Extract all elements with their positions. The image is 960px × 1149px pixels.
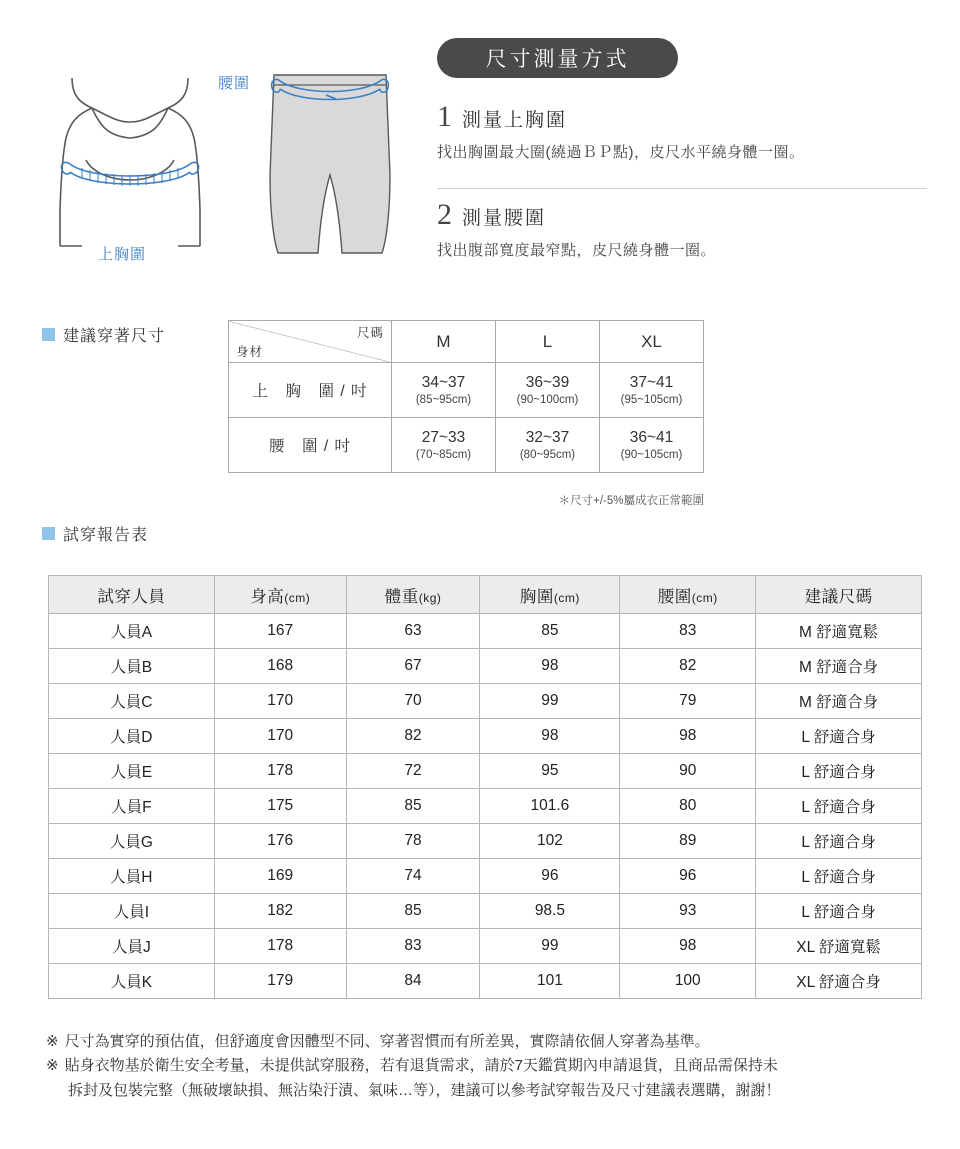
waist-l-cm: (80~95cm) [519,448,576,461]
cell-tester: 人員D [49,719,215,754]
cell-size: L 舒適合身 [756,894,922,929]
header-chest: 胸圍(cm) [480,576,620,614]
report-section-heading [42,522,148,545]
cell-weight: 70 [346,684,480,719]
cell-height: 170 [214,719,346,754]
bust-m-inch: 34~37 [421,374,466,392]
row-label-waist: 腰 圍 / 吋 [229,418,392,473]
cell-tester: 人員J [49,929,215,964]
measurement-illustration-area [0,0,960,290]
footnotes [46,1030,926,1103]
step-2-number: 2 [437,198,452,231]
cell-height: 182 [214,894,346,929]
step-divider [437,188,927,189]
cell-height: 168 [214,649,346,684]
cell-weight: 63 [346,614,480,649]
cell-size: L 舒適合身 [756,754,922,789]
cell-height: 178 [214,754,346,789]
size-section-title: 建議穿著尺寸 [63,328,166,345]
table-row [49,824,922,859]
table-row [49,649,922,684]
cell-chest: 98 [480,719,620,754]
cell-tester: 人員A [49,614,215,649]
cell-size: M 舒適合身 [756,649,922,684]
cell-tester: 人員K [49,964,215,999]
cell-height: 167 [214,614,346,649]
torso-diagram-icon [30,60,230,260]
header-recommended-size: 建議尺碼 [756,576,922,614]
cell-chest: 99 [480,929,620,964]
cell-size: L 舒適合身 [756,824,922,859]
cell-height: 169 [214,859,346,894]
cell-chest: 95 [480,754,620,789]
step-2-description: 找出腹部寬度最窄點，皮尺繞身體一圈。 [437,242,717,259]
cell-chest: 101 [480,964,620,999]
table-row [49,859,922,894]
corner-size-label: 尺碼 [356,326,384,340]
square-bullet-icon [42,328,55,341]
cell-tester: 人員E [49,754,215,789]
cell-weight: 67 [346,649,480,684]
bust-xl-cell [600,363,704,418]
table-row [49,894,922,929]
footnote-1 [46,1030,926,1054]
size-tolerance-note: ＊尺寸+/-5%屬成衣正常範圍 [558,495,704,507]
cell-weight: 83 [346,929,480,964]
waist-l-inch: 32~37 [525,429,570,447]
table-row [49,789,922,824]
cell-chest: 99 [480,684,620,719]
cell-chest: 96 [480,859,620,894]
bust-m-cell [392,363,496,418]
footnote-2 [46,1054,926,1078]
cell-waist: 80 [620,789,756,824]
cell-size: M 舒適合身 [756,684,922,719]
cell-size: L 舒適合身 [756,789,922,824]
cell-tester: 人員C [49,684,215,719]
cell-waist: 90 [620,754,756,789]
cell-size: XL 舒適寬鬆 [756,929,922,964]
table-row [49,929,922,964]
bust-l-inch: 36~39 [525,374,570,392]
cell-size: L 舒適合身 [756,859,922,894]
cell-weight: 84 [346,964,480,999]
cell-waist: 89 [620,824,756,859]
cell-waist: 79 [620,684,756,719]
cell-height: 170 [214,684,346,719]
step-1-title: 測量上胸圍 [462,110,568,131]
waist-xl-inch: 36~41 [629,429,674,447]
cell-size: XL 舒適合身 [756,964,922,999]
cell-waist: 82 [620,649,756,684]
footnote-2-continued: 拆封及包裝完整（無破壞缺損、無沾染汙漬、氣味…等），建議可以參考試穿報告及尺寸建議表選購，謝謝！ [68,1081,781,1099]
bust-m-cm: (85~95cm) [415,393,472,406]
footnote-mark: ※ [46,1057,59,1075]
header-tester: 試穿人員 [49,576,215,614]
footnote-mark: ※ [46,1033,59,1050]
cell-chest: 98 [480,649,620,684]
waist-m-inch: 27~33 [421,429,466,447]
size-table-row-bust [229,363,704,418]
waist-xl-cell [600,418,704,473]
measurement-method-badge: 尺寸測量方式 [437,38,678,78]
cell-tester: 人員I [49,894,215,929]
cell-height: 179 [214,964,346,999]
size-table-wrapper [228,320,704,507]
cell-chest: 101.6 [480,789,620,824]
cell-waist: 100 [620,964,756,999]
cell-waist: 93 [620,894,756,929]
bust-l-cm: (90~100cm) [516,393,579,406]
fitting-report-table [48,575,922,999]
fitting-report-wrapper [48,575,922,999]
cell-size: M 舒適寬鬆 [756,614,922,649]
footnote-1-text: 尺寸為實穿的預估值，但舒適度會因體型不同、穿著習慣而有所差異，實際請依個人穿著為基準。 [64,1033,710,1050]
step-1-description: 找出胸圍最大圈(繞過ＢＰ點)，皮尺水平繞身體一圈。 [437,144,805,161]
cell-chest: 85 [480,614,620,649]
measurement-step-1 [437,100,937,162]
cell-weight: 85 [346,789,480,824]
waist-m-cell [392,418,496,473]
bust-xl-cm: (95~105cm) [620,393,683,406]
cell-tester: 人員B [49,649,215,684]
cell-chest: 98.5 [480,894,620,929]
waist-xl-cm: (90~105cm) [620,448,683,461]
row-label-bust: 上 胸 圍 / 吋 [229,363,392,418]
shorts-diagram-icon [240,55,420,260]
table-row [49,719,922,754]
cell-waist: 96 [620,859,756,894]
bust-label: 上胸圍 [98,246,147,263]
bust-xl-inch: 37~41 [629,374,674,392]
cell-tester: 人員H [49,859,215,894]
header-height: 身高(cm) [214,576,346,614]
cell-weight: 78 [346,824,480,859]
size-table-row-waist [229,418,704,473]
cell-tester: 人員G [49,824,215,859]
step-1-number: 1 [437,100,452,133]
size-table-corner [229,321,392,363]
waist-label: 腰圍 [218,75,251,92]
waist-m-cm: (70~85cm) [415,448,472,461]
table-row [49,614,922,649]
cell-waist: 98 [620,719,756,754]
cell-weight: 74 [346,859,480,894]
table-row [49,684,922,719]
cell-height: 178 [214,929,346,964]
table-row [49,754,922,789]
measurement-step-2 [437,198,937,260]
cell-weight: 82 [346,719,480,754]
cell-tester: 人員F [49,789,215,824]
report-section-title: 試穿報告表 [63,527,149,544]
waist-l-cell [496,418,600,473]
cell-size: L 舒適合身 [756,719,922,754]
cell-weight: 85 [346,894,480,929]
size-section-heading [42,323,165,346]
cell-height: 175 [214,789,346,824]
size-column-l: L [496,321,600,363]
footnote-2-text: 貼身衣物基於衛生安全考量，未提供試穿服務，若有退貨需求，請於7天鑑賞期內申請退貨，且商品需保持未 [64,1057,778,1075]
corner-body-label: 身材 [236,345,264,359]
cell-height: 176 [214,824,346,859]
cell-waist: 83 [620,614,756,649]
table-header-row [49,576,922,614]
cell-chest: 102 [480,824,620,859]
cell-waist: 98 [620,929,756,964]
header-waist: 腰圍(cm) [620,576,756,614]
recommended-size-table [228,320,704,473]
cell-weight: 72 [346,754,480,789]
size-column-xl: XL [600,321,704,363]
table-row [49,964,922,999]
size-column-m: M [392,321,496,363]
step-2-title: 測量腰圍 [462,208,547,229]
square-bullet-icon [42,527,55,540]
header-weight: 體重(kg) [346,576,480,614]
bust-l-cell [496,363,600,418]
